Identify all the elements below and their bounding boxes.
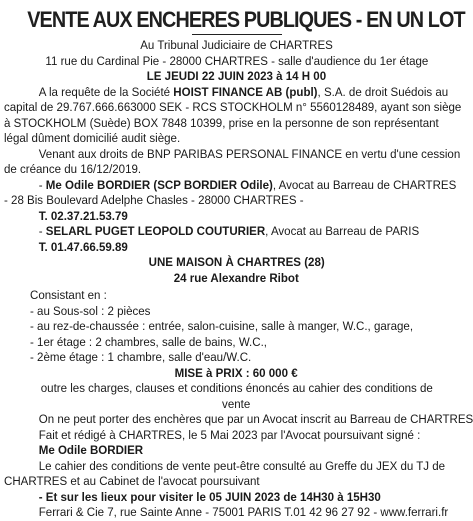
bidding-rule: On ne peut porter des enchères que par un Avocat inscrit au Barreau de CHARTRES <box>38 412 473 426</box>
property-address: 24 rue Alexandre Ribot <box>173 270 300 285</box>
requester-line-4: légal dûment domicilié audit siège. <box>4 131 181 145</box>
signer-name: Me Odile BORDIER <box>38 443 144 457</box>
lawyer-1-address: - 28 Bis Boulevard Adelphe Chasles - 28000 CHARTRES - <box>4 193 304 207</box>
composition-item: - 1er étage : 2 chambres, salle de bains, W.C., <box>30 334 267 349</box>
composition-item: - au Sous-sol : 2 pièces <box>30 303 151 318</box>
price-conditions-line-1: outre les charges, clauses et conditions énoncés au cahier des conditions de <box>40 381 433 395</box>
notice-title: VENTE AUX ENCHERES PUBLIQUES - EN UN LOT <box>27 7 465 32</box>
requester-line-2: capital de 29.767.666.663000 SEK - RCS STOCKHOLM n° 5560128489, ayant son siège <box>4 100 462 114</box>
requester-line-1: A la requête de la Société HOIST FINANCE AB (publ), S.A. de droit Suédois au <box>38 84 449 99</box>
price-conditions-line-2: vente <box>222 396 251 411</box>
composition-item: - au rez-de-chaussée : entrée, salon-cuisine, salle à manger, W.C., garage, <box>30 319 414 333</box>
cession-line-1: Venant aux droits de BNP PARIBAS PERSONAL FINANCE en vertu d'une cession <box>38 146 461 161</box>
lawyer-1-phone: T. 02.37.21.53.79 <box>38 208 128 223</box>
requester-line-3: à STOCKHOLM (Suède) BOX 7848 10399, prise en la personne de son représentant <box>4 115 439 130</box>
lawyer-1-name: Me Odile BORDIER (SCP BORDIER Odile) <box>45 177 273 192</box>
lawyer-1-line-1: - Me Odile BORDIER (SCP BORDIER Odile), Avocat au Barreau de CHARTRES <box>38 177 457 192</box>
starting-price: MISE à PRIX : 60 000 € <box>175 365 298 380</box>
title-divider <box>192 34 282 35</box>
requester-company: HOIST FINANCE AB (publ) <box>173 84 318 99</box>
lawyer-2-line-1: - SELARL PUGET LEOPOLD COUTURIER, Avocat au Barreau de PARIS <box>38 224 420 238</box>
cession-line-2: de créance du 16/12/2019. <box>4 162 142 176</box>
hearing-date: LE JEUDI 22 JUIN 2023 à 14 H 00 <box>146 69 327 83</box>
lawyer-2-phone: T. 01.47.66.59.89 <box>38 239 128 254</box>
court-address: 11 rue du Cardinal Pie - 28000 CHARTRES - salle d'audience du 1er étage <box>45 53 428 68</box>
composition-intro: Consistant en : <box>30 288 107 302</box>
property-heading: UNE MAISON À CHARTRES (28) <box>148 255 325 269</box>
composition-item: - 2ème étage : 1 chambre, salle d'eau/W.C. <box>30 350 252 364</box>
court-name: Au Tribunal Judiciaire de CHARTRES <box>140 38 333 52</box>
footer-publisher: Ferrari & Cie 7, rue Sainte Anne - 75001 PARIS T.01 42 96 27 92 - www.ferrari.fr <box>38 505 449 519</box>
visit-schedule: - Et sur les lieux pour visiter le 05 JUIN 2023 de 14H30 à 15H30 <box>38 489 381 504</box>
cahier-line-2: CHARTRES et au Cabinet de l'avocat poursuivant <box>4 474 260 488</box>
cahier-line-1: Le cahier des conditions de vente peut-être consulté au Greffe du JEX du TJ de <box>38 458 446 473</box>
drafted-statement: Fait et rédigé à CHARTRES, le 5 Mai 2023 par l'Avocat poursuivant signé : <box>38 427 421 442</box>
lawyer-2-name: SELARL PUGET LEOPOLD COUTURIER <box>45 224 266 238</box>
